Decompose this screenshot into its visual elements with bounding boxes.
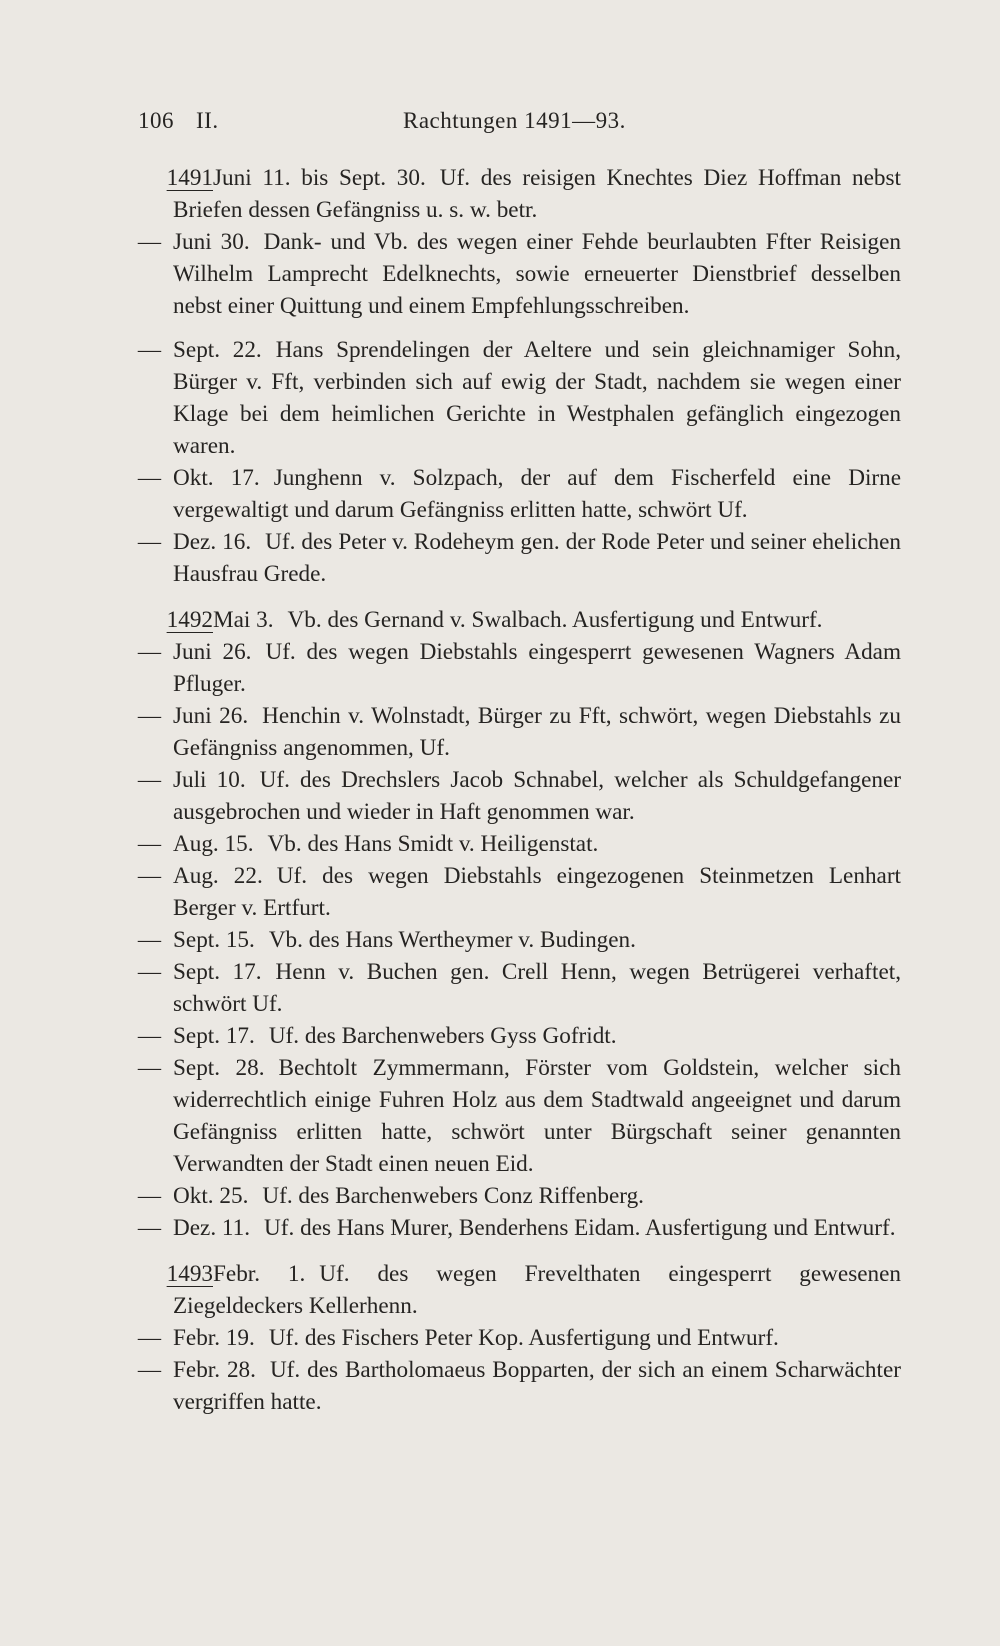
entry-date: Aug. 22. — [173, 863, 263, 889]
entry-date: Mai 3. — [213, 607, 274, 633]
entry-dash: — — [137, 1357, 161, 1383]
entry-list — [0, 162, 1000, 1418]
entry-dash: — — [137, 1023, 161, 1049]
entry — [137, 462, 902, 526]
running-title: Rachtungen 1491—93. — [403, 108, 626, 133]
entry-date: Sept. 15. — [173, 927, 255, 953]
entry-dash: — — [137, 1215, 161, 1241]
entry-text: Uf. des wegen Diebstahls eingesperrt gewesenen Wagners Adam Pfluger. — [173, 639, 901, 697]
entry-dash: — — [137, 639, 161, 665]
entry-dash: — — [137, 229, 161, 255]
entry — [137, 860, 901, 924]
entry-text: Uf. des Bartholomaeus Bopparten, der sich an einem Scharwächter vergriffen hatte. — [173, 1357, 901, 1415]
page-header — [138, 108, 898, 138]
entry — [166, 1258, 901, 1322]
entry-dash: — — [137, 831, 161, 857]
entry-text: Dank- und Vb. des wegen einer Fehde beurlaubten Ffter Reisigen Wilhelm Lamprecht Edelknechts, sowie erneuerter Dienstbrief desselben nebst einer Quittung und einem Empfehlungsschreiben. — [173, 229, 902, 319]
entry-text: Henn v. Buchen gen. Crell Henn, wegen Betrügerei verhaftet, schwört Uf. — [173, 959, 901, 1017]
entry-text: Uf. des Hans Murer, Benderhens Eidam. Ausfertigung und Entwurf. — [264, 1215, 896, 1241]
entry — [137, 1180, 901, 1212]
entry-date: Sept. 22. — [173, 337, 262, 363]
entry-dash: — — [137, 1183, 161, 1209]
entry-dash: — — [137, 529, 161, 555]
entry — [137, 1322, 901, 1354]
entry-text: Uf. des reisigen Knechtes Diez Hoffman nebst Briefen dessen Gefängniss u. s. w. betr. — [173, 165, 901, 223]
entry — [137, 1020, 901, 1052]
entry-text: Uf. des Peter v. Rodeheym gen. der Rode Peter und seiner ehelichen Hausfrau Grede. — [173, 529, 901, 587]
page-number: 106 — [138, 108, 174, 133]
entry-dash: — — [137, 703, 161, 729]
entry-dash: — — [137, 465, 161, 491]
entry-year: 1493 — [166, 1261, 213, 1287]
entry-date: Febr. 28. — [173, 1357, 256, 1383]
entry-dash: — — [137, 959, 161, 985]
entry-date: Febr. 19. — [173, 1325, 255, 1351]
entry-text: Uf. des Fischers Peter Kop. Ausfertigung und Entwurf. — [268, 1325, 779, 1351]
entry — [137, 1354, 901, 1418]
entry — [137, 700, 902, 764]
entry-year: 1492 — [166, 607, 213, 633]
entry-date: Okt. 17. — [173, 465, 260, 491]
entry-date: Juni 26. — [173, 639, 252, 665]
entry — [137, 828, 901, 860]
entry-date: Sept. 28. — [173, 1055, 265, 1081]
entry — [166, 162, 901, 226]
entry — [137, 956, 901, 1020]
entry-year: 1491 — [166, 165, 213, 191]
entry-date: Juni 11. bis Sept. 30. — [213, 165, 426, 191]
entry-text: Uf. des Drechslers Jacob Schnabel, welcher als Schuldgefangener ausgebrochen und wieder in Haft genommen war. — [173, 767, 901, 825]
entry-text: Uf. des Barchenwebers Gyss Gofridt. — [268, 1023, 617, 1049]
entry-text: Hans Sprendelingen der Aeltere und sein gleichnamiger Sohn, Bürger v. Fft, verbinden sich auf ewig der Stadt, nachdem sie wegen einer Klage bei dem heimlichen Gerichte in Westphalen gefänglich eingezogen waren. — [173, 337, 901, 459]
entry-text: Henchin v. Wolnstadt, Bürger zu Fft, schwört, wegen Diebstahls zu Gefängniss angenommen, Uf. — [173, 703, 902, 761]
entry-date: Juni 26. — [173, 703, 249, 729]
entry — [137, 1052, 901, 1180]
entry-text: Junghenn v. Solzpach, der auf dem Fischerfeld eine Dirne vergewaltigt und darum Gefängniss erlitten hatte, schwört Uf. — [173, 465, 902, 523]
entry-date: Sept. 17. — [173, 959, 262, 985]
entry-text: Vb. des Gernand v. Swalbach. Ausfertigung und Entwurf. — [287, 607, 823, 633]
entry — [166, 604, 901, 636]
entry — [137, 226, 902, 322]
entry — [137, 334, 901, 462]
entry-dash: — — [137, 337, 161, 363]
entry-dash: — — [137, 767, 161, 793]
entry-date: Juli 10. — [173, 767, 246, 793]
entry-date: Sept. 17. — [173, 1023, 255, 1049]
entry — [137, 526, 901, 590]
entry-text: Vb. des Hans Wertheymer v. Budingen. — [268, 927, 636, 953]
entry-text: Uf. des wegen Frevelthaten eingesperrt gewesenen Ziegeldeckers Kellerhenn. — [173, 1261, 901, 1319]
entry-text: Uf. des Barchenwebers Conz Riffenberg. — [262, 1183, 644, 1209]
entry-date: Okt. 25. — [173, 1183, 249, 1209]
entry — [137, 1212, 901, 1244]
entry-dash: — — [137, 1325, 161, 1351]
entry-text: Vb. des Hans Smidt v. Heiligenstat. — [267, 831, 599, 857]
entry — [137, 764, 901, 828]
entry-date: Juni 30. — [173, 229, 250, 255]
entry-dash: — — [137, 927, 161, 953]
part-number: II. — [196, 108, 219, 133]
entry-text: Bechtolt Zymmermann, Förster vom Goldstein, welcher sich widerrechtlich einige Fuhren Holz aus dem Stadtwald angeeignet und darum Gefängniss erlitten hatte, schwört unter Bürgschaft seiner genannten Verwandten der Stadt einen neuen Eid. — [173, 1055, 901, 1177]
entry — [137, 636, 901, 700]
entry-text: Uf. des wegen Diebstahls eingezogenen Steinmetzen Lenhart Berger v. Ertfurt. — [173, 863, 901, 921]
entry-date: Febr. 1. — [213, 1261, 306, 1287]
entry-date: Dez. 16. — [173, 529, 252, 555]
entry — [137, 924, 901, 956]
entry-dash: — — [137, 863, 161, 889]
entry-date: Dez. 11. — [173, 1215, 251, 1241]
entry-dash: — — [137, 1055, 161, 1081]
entry-date: Aug. 15. — [173, 831, 254, 857]
